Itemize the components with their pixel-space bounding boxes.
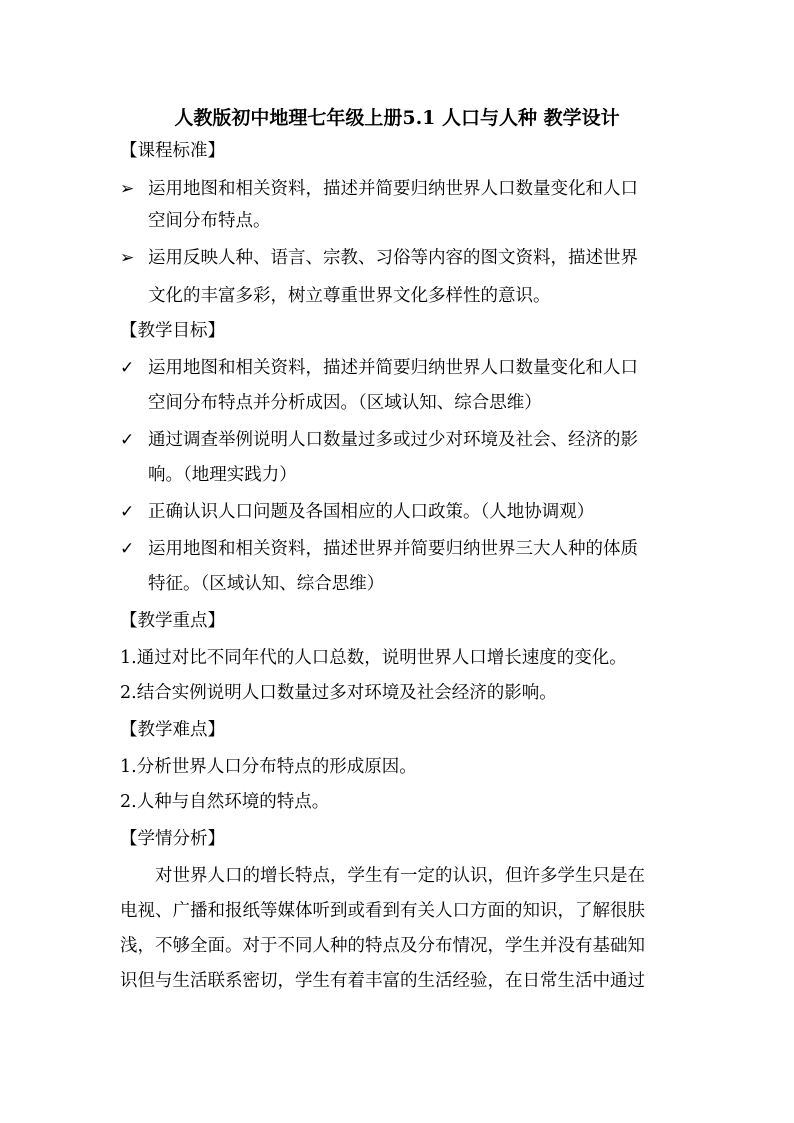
section-heading-curriculum: 【课程标准】 [120,141,225,161]
objective-item-2-line-1: 通过调查举例说明人口数量过多或过少对环境及社会、经济的影 [148,430,638,450]
objective-item-2-line-2: 响。（地理实践力） [148,465,297,485]
curriculum-item-2-line-1: 运用反映人种、语言、宗教、习俗等内容的图文资料，描述世界 [148,248,638,268]
check-bullet-icon: ✓ [120,358,135,378]
curriculum-item-1-line-2: 空间分布特点。 [148,211,271,231]
arrow-bullet-icon: ➢ [120,179,135,199]
difficulty-item-1: 1.分析世界人口分布特点的形成原因。 [120,757,417,777]
check-bullet-icon: ✓ [120,502,135,522]
section-heading-difficulties: 【教学难点】 [120,720,225,740]
curriculum-item-2-line-2: 文化的丰富多彩，树立尊重世界文化多样性的意识。 [148,286,551,306]
analysis-paragraph-line-1: 对世界人口的增长特点，学生有一定的认识，但许多学生只是在 [155,866,645,886]
section-heading-key-points: 【教学重点】 [120,611,225,631]
document-title: 人教版初中地理七年级上册5.1 人口与人种 教学设计 [174,107,620,129]
analysis-paragraph-line-2: 电视、广播和报纸等媒体听到或看到有关人口方面的知识，了解很肤 [120,901,645,921]
section-heading-objectives: 【教学目标】 [120,321,225,341]
analysis-paragraph-line-4: 识但与生活联系密切，学生有着丰富的生活经验，在日常生活中通过 [120,971,645,991]
objective-item-1-line-1: 运用地图和相关资料，描述并简要归纳世界人口数量变化和人口 [148,358,638,378]
objective-item-3-line-1: 正确认识人口问题及各国相应的人口政策。（人地协调观） [148,502,595,522]
objective-item-1-line-2: 空间分布特点并分析成因。（区域认知、综合思维） [148,393,542,413]
difficulty-item-2: 2.人种与自然环境的特点。 [120,792,330,812]
key-point-item-2: 2.结合实例说明人口数量过多对环境及社会经济的影响。 [120,683,557,703]
arrow-bullet-icon: ➢ [120,248,135,268]
key-point-item-1: 1.通过对比不同年代的人口总数，说明世界人口增长速度的变化。 [120,648,627,668]
objective-item-4-line-1: 运用地图和相关资料，描述世界并简要归纳世界三大人种的体质 [148,539,638,559]
objective-item-4-line-2: 特征。（区域认知、综合思维） [148,574,385,594]
check-bullet-icon: ✓ [120,430,135,450]
analysis-paragraph-line-3: 浅，不够全面。对于不同人种的特点及分布情况，学生并没有基础知 [120,936,645,956]
check-bullet-icon: ✓ [120,539,135,559]
section-heading-analysis: 【学情分析】 [120,829,225,849]
curriculum-item-1-line-1: 运用地图和相关资料，描述并简要归纳世界人口数量变化和人口 [148,179,638,199]
